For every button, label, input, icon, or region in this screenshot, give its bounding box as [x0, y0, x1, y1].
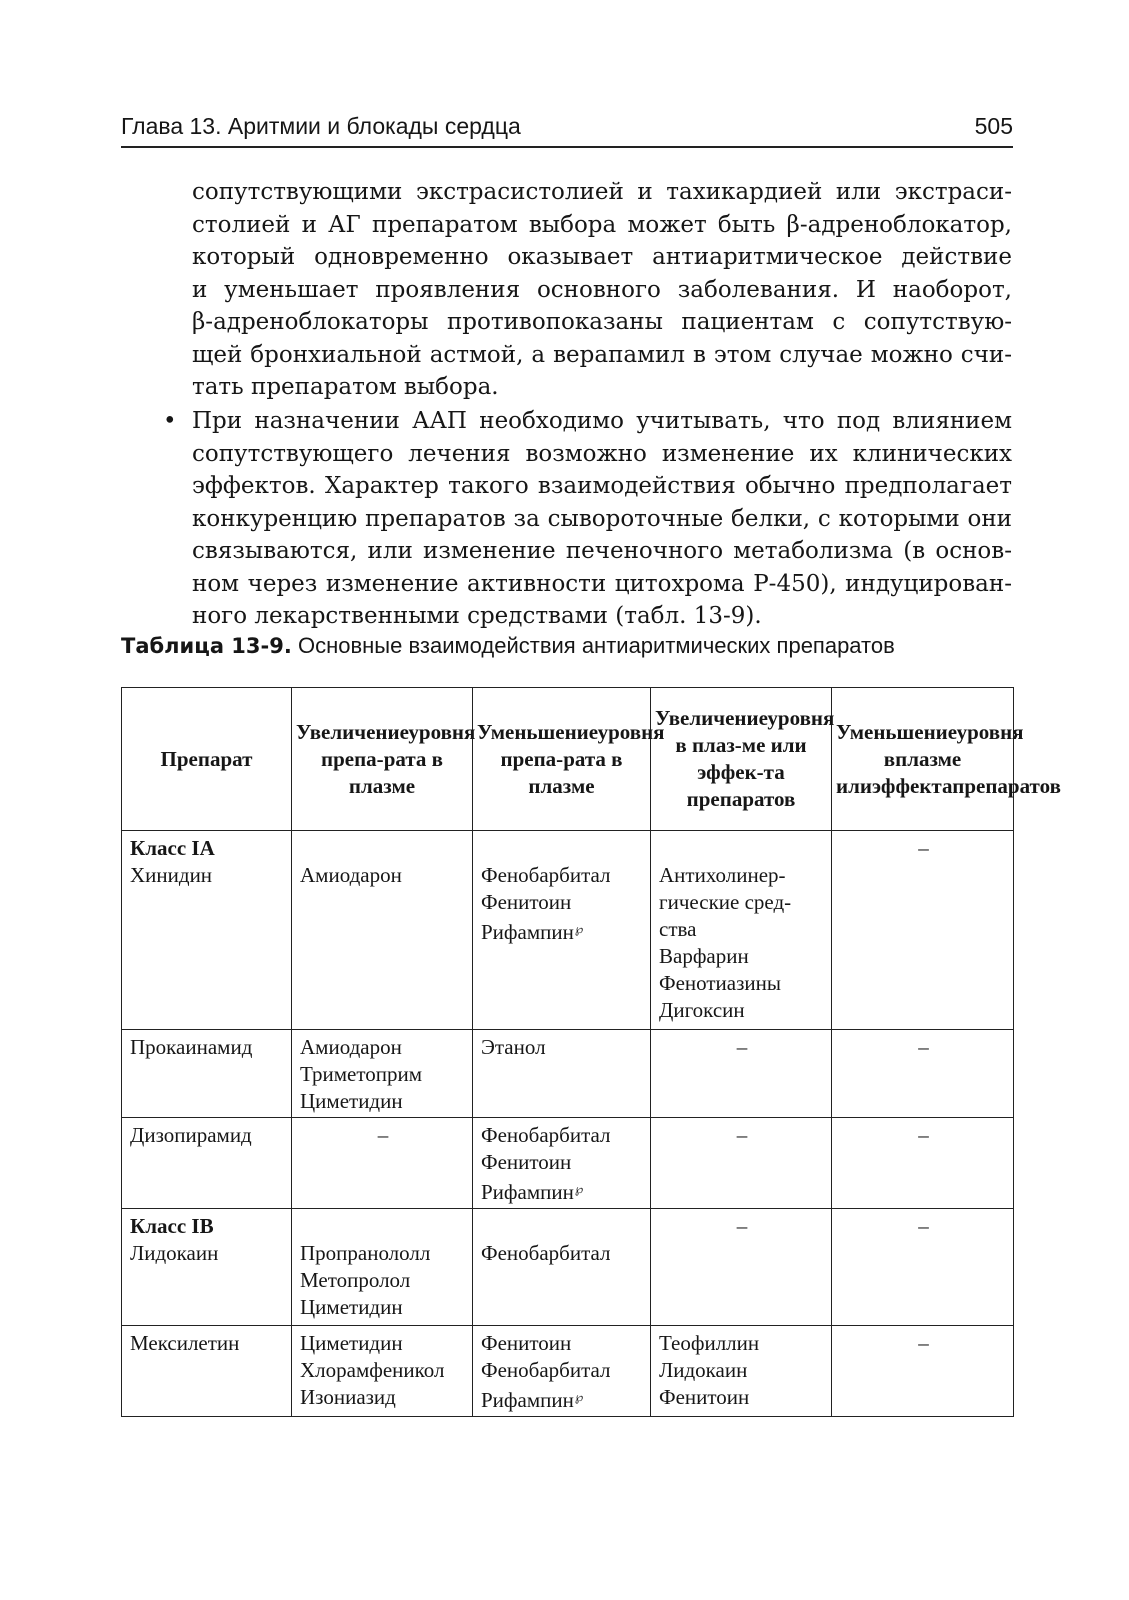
paragraph-line: тать препаратом выбора. [192, 374, 499, 400]
paragraph-line: сопутствующего лечения возможно изменение их клинических [192, 440, 1012, 467]
increase-effect-cell: Антихолинер- гические сред- ства Варфарин Фенотиазины Дигоксин [651, 831, 832, 1030]
table-row [122, 1030, 1014, 1118]
paragraph-line: β-адреноблокаторы противопоказаны пациентам с сопутствую- [192, 309, 1012, 335]
paragraph-line: щей бронхиальной астмой, а верапамил в этом случае можно счи- [192, 341, 1012, 368]
increase-level-cell: – [292, 1118, 473, 1209]
drug-cell [122, 1209, 292, 1326]
table-row [122, 1209, 1014, 1326]
paragraph-line: конкуренцию препаратов за сывороточные белки, с которыми они [192, 505, 1012, 532]
drug-name: Хинидин [130, 863, 213, 887]
decrease-effect-cell: – [832, 1030, 1014, 1118]
table-row [122, 831, 1014, 1030]
table-caption-text: Основные взаимодействия антиаритмических препаратов [291, 633, 895, 658]
paragraph-line: ного лекарственными средствами (табл. 13-9). [192, 603, 762, 629]
chapter-title: Глава 13. Аритмии и блокады сердца [121, 113, 521, 139]
drug-cell [122, 1030, 292, 1118]
drug-name: Дизопирамид [130, 1123, 252, 1147]
footnote-mark: ℘ [574, 922, 584, 936]
increase-level-cell: Циметидин Хлорамфеникол Изониазид [292, 1326, 473, 1417]
table-header-row [122, 688, 1014, 831]
table-caption [121, 633, 895, 659]
paragraph-2 [192, 405, 1012, 633]
paragraph-line: связываются, или изменение печеночного метаболизма (в основ- [192, 538, 1012, 564]
drug-name: Лидокаин [130, 1241, 219, 1265]
header-increase-level: Увеличениеуровня препа-рата в плазме [292, 688, 473, 831]
decrease-level-cell: Фенитоин Фенобарбитал Рифампин℘ [473, 1326, 651, 1417]
drug-cell [122, 1326, 292, 1417]
paragraph-line: столией и АГ препаратом выбора может быть β-адреноблокатор, [192, 211, 1012, 238]
decrease-level-cell: Фенобарбитал Фенитоин Рифампин℘ [473, 1118, 651, 1209]
increase-effect-cell: Теофиллин Лидокаин Фенитоин [651, 1326, 832, 1417]
decrease-level-cell: Фенобарбитал [473, 1209, 651, 1326]
decrease-level-cell: Фенобарбитал Фенитоин Рифампин℘ [473, 831, 651, 1030]
header-increase-effect: Увеличениеуровня в плаз-ме или эффек-та препаратов [651, 688, 832, 831]
interactions-table [121, 687, 1061, 1417]
decrease-level-cell: Этанол [473, 1030, 651, 1118]
decrease-effect-cell: – [832, 1209, 1014, 1326]
drug-cell [122, 831, 292, 1030]
page-number: 505 [974, 113, 1013, 139]
paragraph-line: При назначении ААП необходимо учитывать, что под влиянием [192, 408, 1012, 434]
header-decrease-effect: Уменьшениеуровня вплазме илиэффектапрепаратов [832, 688, 1014, 831]
bullet-icon: • [163, 408, 177, 434]
paragraph-line: который одновременно оказывает антиаритмическое действие [192, 244, 1012, 270]
drug-class-label: Класс IA [130, 836, 215, 860]
increase-effect-cell: – [651, 1030, 832, 1118]
paragraph-line: сопутствующими экстрасистолией и тахикардией или экстраси- [192, 179, 1012, 205]
footnote-mark: ℘ [574, 1182, 584, 1196]
footnote-mark: ℘ [574, 1390, 584, 1404]
drug-cell [122, 1118, 292, 1209]
table-row [122, 1326, 1014, 1417]
table-row [122, 1118, 1014, 1209]
paragraph-1 [192, 176, 1012, 404]
running-header [121, 106, 1013, 148]
drug-name: Мексилетин [130, 1331, 240, 1355]
header-decrease-level: Уменьшениеуровня препа-рата в плазме [473, 688, 651, 831]
decrease-effect-cell: – [832, 831, 1014, 1030]
increase-level-cell: Пропранололл Метопролол Циметидин [292, 1209, 473, 1326]
header-drug: Препарат [122, 688, 292, 831]
increase-effect-cell: – [651, 1209, 832, 1326]
decrease-effect-cell: – [832, 1118, 1014, 1209]
paragraph-line: эффектов. Характер такого взаимодействия обычно предполагает [192, 473, 1012, 499]
paragraph-line: и уменьшает проявления основного заболевания. И наоборот, [192, 276, 1012, 303]
decrease-effect-cell: – [832, 1326, 1014, 1417]
table-caption-label: Таблица 13-9. [121, 634, 292, 658]
increase-effect-cell: – [651, 1118, 832, 1209]
drug-class-label: Класс IB [130, 1214, 214, 1238]
drug-name: Прокаинамид [130, 1035, 253, 1059]
increase-level-cell: Амиодарон Триметоприм Циметидин [292, 1030, 473, 1118]
paragraph-line: ном через изменение активности цитохрома Р-450), индуцирован- [192, 570, 1012, 597]
increase-level-cell: Амиодарон [292, 831, 473, 1030]
